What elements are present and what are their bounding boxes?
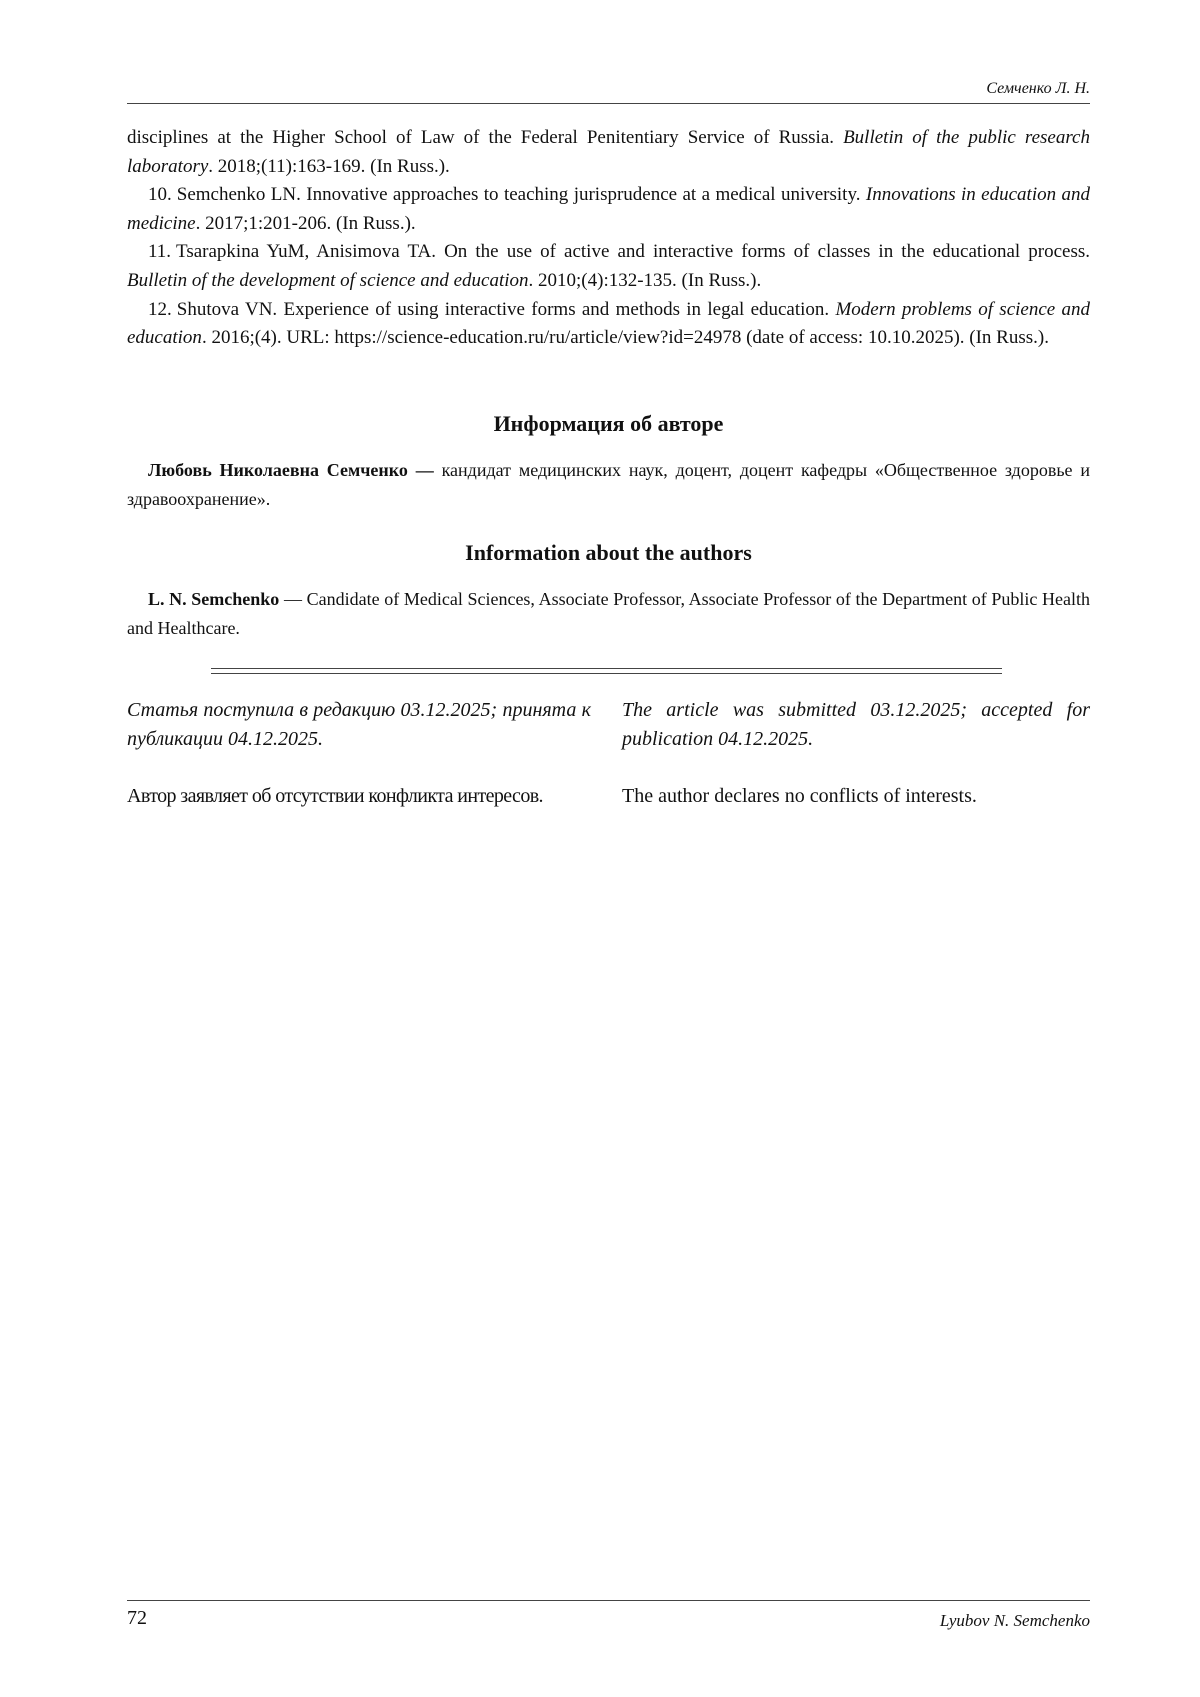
reference-number: 10. [148, 184, 172, 206]
author-info-heading-en: Information about the authors [465, 540, 752, 565]
journal-title: Bulletin of the development of science and education [127, 269, 529, 291]
reference-number: 11. [148, 241, 172, 263]
footer-author: Lyubov N. Semchenko [939, 1611, 1090, 1630]
journal-title: Modern problems of science and education [127, 298, 1090, 349]
section-divider [211, 668, 1002, 674]
reference-list [127, 124, 1090, 353]
conflict-statement-en: The author declares no conflicts of interests. [622, 785, 977, 807]
author-description-en: Candidate of Medical Sciences, Associate Professor, Associate Professor of the Department of Public Health and Healthcare. [127, 589, 1091, 638]
running-head: Семченко Л. Н. [986, 80, 1090, 97]
journal-page [127, 0, 1090, 1697]
reference-number: 12. [148, 298, 172, 320]
reference-10: 10. Semchenko LN. Innovative approaches to teaching jurisprudence at a medical university. Innovations in education and medicine. 2017;1:201-206. (In Russ.). [127, 181, 1090, 238]
author-description-ru: кандидат медицинских наук, доцент, доцент кафедры «Общественное здоровье и здравоохранение». [127, 460, 1090, 509]
reference-9-continuation: disciplines at the Higher School of Law of the Federal Penitentiary Service of Russia. Bulletin of the public research laboratory. 2018;(11):163-169. (In Russ.). [127, 127, 1090, 177]
journal-title: Innovations in education and medicine [127, 184, 1090, 234]
journal-title: Bulletin of the public research laboratory [127, 127, 1090, 177]
submission-note-en: The article was submitted 03.12.2025; accepted for publication 04.12.2025. [622, 699, 1090, 750]
reference-11: 11. Tsarapkina YuM, Anisimova TA. On the use of active and interactive forms of classes in the educational process. Bulletin of the development of science and education. 2010;(4):132-135. (In Russ.). [127, 238, 1090, 295]
footer-rule [127, 1600, 1090, 1601]
author-info-heading-ru: Информация об авторе [493, 411, 724, 436]
header-rule [127, 103, 1090, 104]
page-number: 72 [127, 1607, 147, 1629]
author-bio-ru: Любовь Николаевна Семченко — кандидат медицинских наук, доцент, доцент кафедры «Общественное здоровье и здравоохранение». [127, 460, 1090, 509]
conflict-statement-ru: Автор заявляет об отсутствии конфликта интересов. [127, 785, 543, 807]
submission-note-ru: Статья поступила в редакцию 03.12.2025; принята к публикации 04.12.2025. [127, 699, 591, 750]
author-name-en: L. N. Semchenko [148, 589, 280, 609]
reference-12: 12. Shutova VN. Experience of using interactive forms and methods in legal education. Modern problems of science and education. 2016;(4). URL: https://science-education.ru/ru/article/view?id=24978 (date of access: 10.10.2025). (In Russ.). [127, 296, 1090, 353]
author-bio-en: L. N. Semchenko — Candidate of Medical Sciences, Associate Professor, Associate Professor of the Department of Public Health and Healthcare. [127, 589, 1091, 638]
author-name-ru: Любовь Николаевна Семченко [148, 460, 408, 480]
